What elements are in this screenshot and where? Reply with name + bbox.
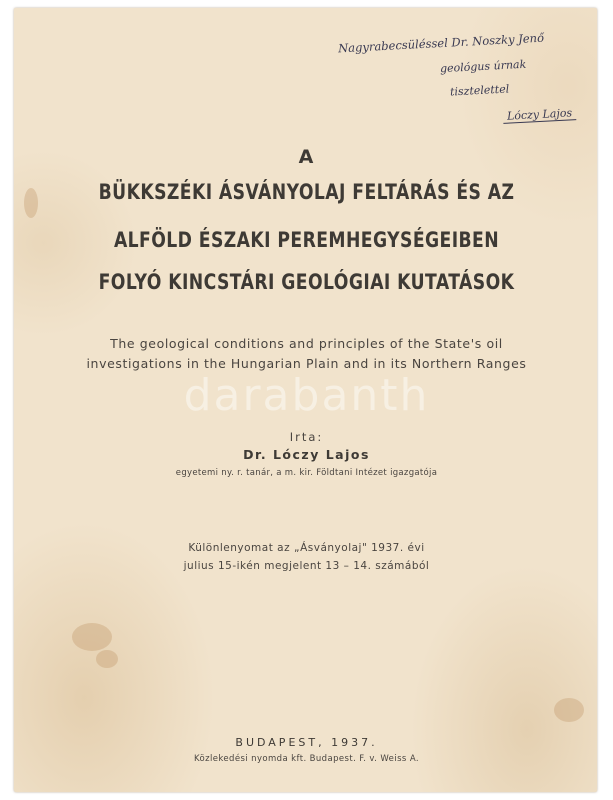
reprint-line-1: Különlenyomat az „Ásványolaj" 1937. évi (188, 542, 425, 554)
inscription-line-1: Nagyrabecsüléssel Dr. Noszky Jenő (337, 30, 545, 56)
inscription-signature: Lóczy Lajos (503, 106, 577, 124)
author-label: Irta: (289, 430, 324, 444)
reprint-line-2: julius 15-ikén megjelent 13 – 14. számából (183, 560, 430, 572)
author-position: egyetemi ny. r. tanár, a m. kir. Földtani Intézet igazgatója (175, 468, 438, 478)
title-line-2: ALFÖLD ÉSZAKI PEREMHEGYSÉGEIBEN (113, 228, 500, 252)
inscription-line-3: tisztelettel (449, 82, 510, 99)
title-article: A (298, 146, 315, 168)
inscription-line-2: geológus úrnak (439, 57, 527, 76)
title-line-3: FOLYÓ KINCSTÁRI GEOLÓGIAI KUTATÁSOK (98, 270, 515, 294)
watermark: darabanth (183, 370, 430, 421)
stain (554, 698, 584, 722)
author-name: Dr. Lóczy Lajos (243, 447, 370, 462)
subtitle-line-2: investigations in the Hungarian Plain and in its Northern Ranges (86, 356, 527, 371)
imprint-printer: Közlekedési nyomda kft. Budapest. F. v. Weiss A. (193, 754, 419, 764)
imprint-place: BUDAPEST, 1937. (235, 736, 378, 749)
title-line-1: BÜKKSZÉKI ÁSVÁNYOLAJ FELTÁRÁS ÉS AZ (98, 180, 515, 204)
subtitle-line-1: The geological conditions and principles of the State's oil (110, 336, 503, 351)
stain (96, 650, 118, 668)
stain (24, 188, 38, 218)
stain (72, 623, 112, 651)
